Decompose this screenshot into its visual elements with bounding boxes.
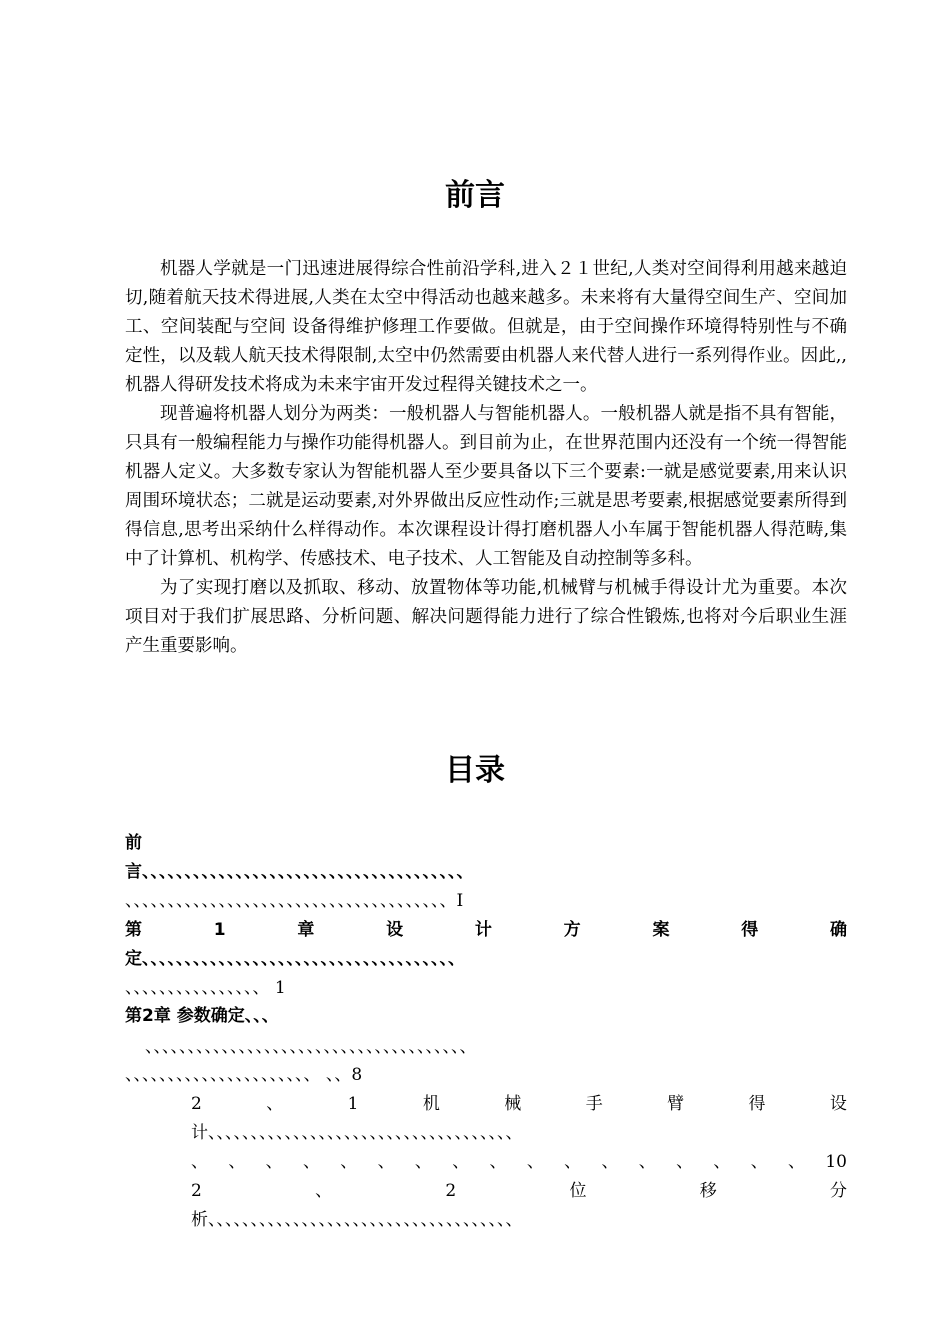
toc-line-13-char: 位 [569,1181,587,1201]
toc-line-13 [191,1176,847,1206]
toc-line-12-char: 、 [452,1152,470,1172]
toc-line-12-char: 、 [377,1152,395,1172]
toc-line-10-char: 臂 [667,1094,685,1114]
toc-line-10-char: 、 [266,1094,284,1114]
preface-paragraph-3: 为了实现打磨以及抓取、移动、放置物体等功能,机械臂与机械手得设计尤为重要。本次项目对于我们扩展思路、分析问题、解决问题得能力进行了综合性锻炼,也将对今后职业生涯产生重要影响。 [125,578,847,656]
toc-line-5: 定、、、、、、、、、、、、、、、、、、、、、、、、、、、、、、、、、、、、、 [125,949,465,969]
toc-line-12-char: 、 [750,1152,768,1172]
preface-paragraph-1: 机器人学就是一门迅速进展得综合性前沿学科,进入２１世纪,人类对空间得利用越来越迫切,随着航天技术得进展,人类在太空中得活动也越来越多。未来将有大量得空间生产、空间加工、空间装配与空间 设备得维护修理工作要做。但就是，由于空间操作环境得特别性与不确定性，以及载人航天技术得限制,太空中仍然需要由机器人来代替人进行一系列得作业。因此,,机器人得研发技术将成为未来宇宙开发过程得关键技术之一。 [125,259,847,395]
toc-line-3: 、、、、、、、、、、、、、、、、、、、、、、、、、、、、、、、、、、、、、、I [125,891,464,911]
toc-line-13-char: 分 [829,1181,847,1201]
toc-line-12-char: 、 [228,1152,246,1172]
toc-line-13-char: 移 [699,1181,717,1201]
preface-paragraph-2: 现普遍将机器人划分为两类：一般机器人与智能机器人。一般机器人就是指不具有智能，只具有一般编程能力与操作功能得机器人。到目前为止，在世界范围内还没有一个统一得智能机器人定义。大多数专家认为智能机器人至少要具备以下三个要素:一就是感觉要素,用来认识周围环境状态；二就是运动要素,对外界做出反应性动作;三就是思考要素,根据感觉要素所得到得信息,思考出采纳什么样得动作。本次课程设计得打磨机器人小车属于智能机器人得范畴,集中了计算机、机构学、传感技术、电子技术、人工智能及自动控制等多科。 [125,404,847,569]
toc-line-4-char: 确 [829,920,847,940]
toc-line-9: 、、、、、、、、、、、、、、、、、、、、、、 、、8 [125,1065,363,1085]
toc-line-13-char: 2 [445,1181,457,1201]
preface-title: 前言 [445,178,505,213]
toc-line-12-char: 、 [788,1152,805,1172]
toc-line-12-char: 、 [601,1152,619,1172]
toc-line-12-char: 、 [526,1152,544,1172]
toc-line-10-char: 得 [748,1094,766,1114]
toc-line-10-char: 2 [191,1094,202,1114]
toc-line-4 [125,915,847,945]
toc-line-12 [191,1147,847,1177]
toc-line-4-char: 章 [297,920,315,940]
toc-line-10-char: 1 [347,1094,359,1114]
toc-line-4-char: 1 [213,920,226,940]
toc-line-10-char: 手 [585,1094,603,1114]
toc-line-12-char: 、 [676,1152,694,1172]
toc-line-7: 第2章 参数确定、、、 [125,1006,279,1026]
toc-line-11: 计、、、、、、、、、、、、、、、、、、、、、、、、、、、、、、、、、、、、 [191,1123,523,1143]
toc-line-13-char: 2 [191,1181,202,1201]
toc-line-10 [191,1089,847,1119]
toc-line-4-char: 得 [741,920,759,940]
toc-line-8: 、、、、、、、、、、、、、、、、、、、、、、、、、、、、、、、、、、、、、、 [145,1037,477,1057]
toc-line-4-char: 设 [386,920,404,940]
toc-line-12-char: 、 [489,1152,507,1172]
toc-line-12-char: 、 [265,1152,283,1172]
toc-line-4-char: 第 [125,920,142,940]
toc-line-12-char: 、 [564,1152,582,1172]
toc-line-4-char: 案 [652,920,670,940]
toc-line-12-char: 、 [638,1152,656,1172]
toc-line-6: 、、、、、、、、、、、、、、、、 1 [125,978,286,998]
toc-line-10-char: 机 [422,1094,440,1114]
toc-line-12-page-number: 10 [825,1152,847,1172]
toc-line-10-char: 设 [829,1094,847,1114]
toc-line-4-char: 方 [563,920,581,940]
toc-line-12-char: 、 [191,1152,208,1172]
toc-title: 目录 [445,753,505,788]
toc-line-12-char: 、 [414,1152,432,1172]
toc-line-12-char: 、 [713,1152,731,1172]
toc-line-4-char: 计 [474,920,492,940]
toc-line-1: 前 [125,833,142,853]
toc-line-12-char: 、 [302,1152,320,1172]
toc-line-10-char: 械 [504,1094,522,1114]
toc-line-13-char: 、 [315,1181,333,1201]
toc-line-2: 言、、、、、、、、、、、、、、、、、、、、、、、、、、、、、、、、、、、、、、 [125,862,474,882]
toc-line-12-char: 、 [340,1152,358,1172]
toc-line-14: 析、、、、、、、、、、、、、、、、、、、、、、、、、、、、、、、、、、、、 [191,1210,523,1230]
